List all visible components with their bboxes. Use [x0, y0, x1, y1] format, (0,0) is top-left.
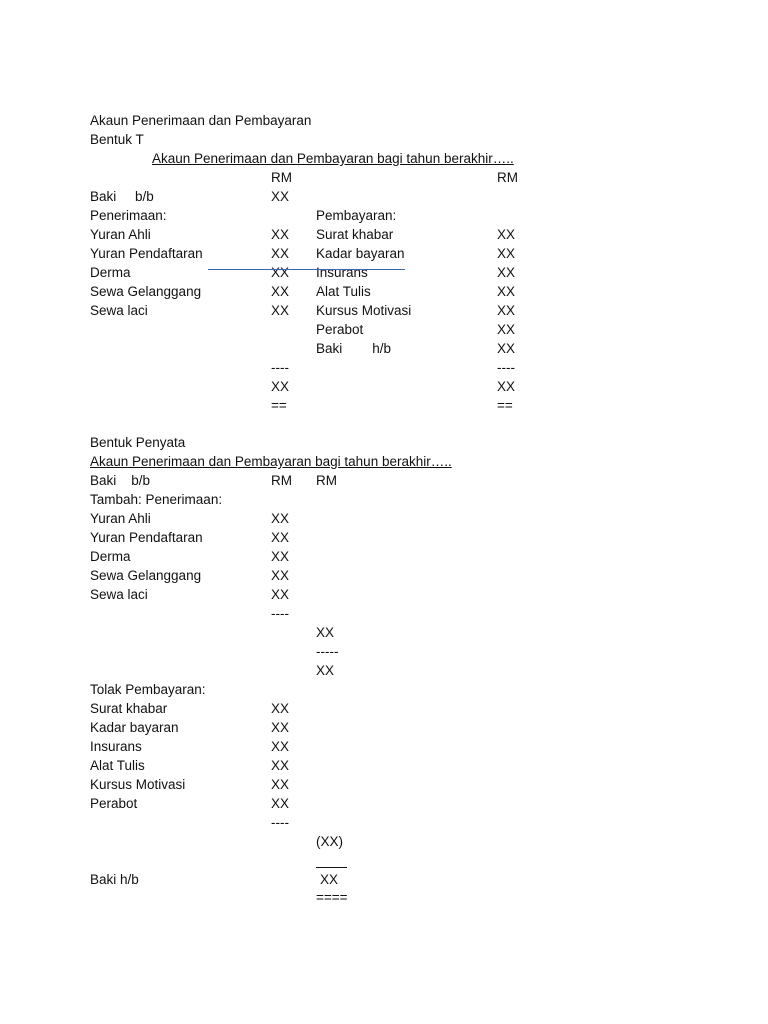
bentuk-penyata-payment-label: Alat Tulis [90, 758, 145, 773]
bentuk-t-left-double: == [271, 398, 287, 413]
bentuk-t-payments-heading: Pembayaran: [316, 208, 397, 223]
bentuk-penyata-receipt-value: XX [271, 587, 290, 602]
bentuk-penyata-receipt-label: Derma [90, 549, 131, 564]
bentuk-t-receipt-label: Derma [90, 265, 131, 280]
bentuk-t-account-title: Akaun Penerimaan dan Pembayaran bagi tahun berakhir….. [152, 151, 514, 166]
bentuk-penyata-receipt-label: Sewa laci [90, 587, 148, 602]
bentuk-penyata-receipt-value: XX [271, 511, 290, 526]
document-title: Akaun Penerimaan dan Pembayaran [90, 113, 312, 128]
bentuk-penyata-payment-label: Kadar bayaran [90, 720, 179, 735]
bentuk-t-receipt-value: XX [271, 246, 290, 261]
bentuk-penyata-payment-label: Surat khabar [90, 701, 168, 716]
bentuk-t-payment-label: Kadar bayaran [316, 246, 405, 261]
bentuk-penyata-tambah-heading: Tambah: Penerimaan: [90, 492, 223, 507]
bentuk-penyata-sum-value: XX [316, 663, 335, 678]
bentuk-penyata-receipt-value: XX [271, 568, 290, 583]
bentuk-t-payment-value: XX [497, 227, 516, 242]
bentuk-t-payment-label: Alat Tulis [316, 284, 371, 299]
bentuk-t-payment-label: Perabot [316, 322, 364, 337]
bentuk-t-receipt-value: XX [271, 265, 290, 280]
blue-strike-line [208, 269, 405, 270]
bentuk-penyata-payment-label: Insurans [90, 739, 142, 754]
bentuk-t-right-double: == [497, 398, 513, 413]
bentuk-t-baki-bb-label: Baki b/b [90, 189, 154, 204]
bentuk-penyata-payment-value: XX [271, 758, 290, 773]
bentuk-penyata-rm-1: RM [271, 473, 292, 488]
bentuk-penyata-rm-2: RM [316, 473, 337, 488]
bentuk-t-receipts-heading: Penerimaan: [90, 208, 167, 223]
bentuk-penyata-receipt-value: XX [271, 530, 290, 545]
bentuk-penyata-payment-value: XX [271, 701, 290, 716]
bentuk-t-receipt-label: Sewa Gelanggang [90, 284, 202, 299]
bentuk-penyata-payment-value: XX [271, 720, 290, 735]
bentuk-t-receipt-value: XX [271, 303, 290, 318]
bentuk-penyata-payments-dashes: ---- [271, 815, 289, 830]
bentuk-penyata-receipt-label: Yuran Ahli [90, 511, 151, 526]
bentuk-penyata-payment-value: XX [271, 777, 290, 792]
bentuk-t-right-dashes: ---- [497, 360, 515, 375]
bentuk-penyata-baki-hb-value: XX [320, 872, 339, 887]
bentuk-penyata-payment-value: XX [271, 796, 290, 811]
bentuk-penyata-receipt-value: XX [271, 549, 290, 564]
bentuk-penyata-payment-label: Kursus Motivasi [90, 777, 186, 792]
bentuk-penyata-baki-bb-label: Baki b/b [90, 473, 151, 488]
bentuk-t-receipt-value: XX [271, 284, 290, 299]
bentuk-t-payment-label: Insurans [316, 265, 368, 280]
bentuk-penyata-receipts-subtotal: XX [316, 625, 335, 640]
bentuk-penyata-account-title: Akaun Penerimaan dan Pembayaran bagi tahun berakhir….. [90, 454, 452, 469]
bentuk-t-payment-label: Surat khabar [316, 227, 394, 242]
bentuk-penyata-baki-hb-label: Baki h/b [90, 872, 139, 887]
subtotal-underline [316, 867, 347, 868]
bentuk-t-receipt-value: XX [271, 227, 290, 242]
bentuk-penyata-payment-value: XX [271, 739, 290, 754]
bentuk-penyata-tolak-heading: Tolak Pembayaran: [90, 682, 206, 697]
bentuk-penyata-receipt-label: Sewa Gelanggang [90, 568, 202, 583]
bentuk-penyata-subtotal-dashes: ----- [316, 644, 339, 659]
bentuk-t-heading: Bentuk T [90, 132, 144, 147]
bentuk-t-payment-value: XX [497, 284, 516, 299]
bentuk-t-payment-value: XX [497, 246, 516, 261]
bentuk-t-left-total: XX [271, 379, 290, 394]
bentuk-t-receipt-label: Yuran Ahli [90, 227, 151, 242]
bentuk-t-payment-label: Baki h/b [316, 341, 392, 356]
bentuk-t-payment-value: XX [497, 322, 516, 337]
bentuk-penyata-receipts-dashes: ---- [271, 606, 289, 621]
bentuk-t-rm-right: RM [497, 170, 518, 185]
bentuk-penyata-final-double: ==== [316, 890, 348, 905]
bentuk-t-payment-value: XX [497, 341, 516, 356]
bentuk-t-right-total: XX [497, 379, 516, 394]
bentuk-t-payment-value: XX [497, 303, 516, 318]
bentuk-t-payment-value: XX [497, 265, 516, 280]
bentuk-t-payment-label: Kursus Motivasi [316, 303, 412, 318]
bentuk-penyata-receipt-label: Yuran Pendaftaran [90, 530, 203, 545]
bentuk-t-receipt-label: Yuran Pendaftaran [90, 246, 203, 261]
bentuk-t-receipt-label: Sewa laci [90, 303, 148, 318]
bentuk-t-rm-left: RM [271, 170, 292, 185]
bentuk-penyata-payments-total: (XX) [316, 834, 343, 849]
bentuk-t-baki-bb-value: XX [271, 189, 290, 204]
bentuk-penyata-heading: Bentuk Penyata [90, 435, 186, 450]
bentuk-penyata-payment-label: Perabot [90, 796, 138, 811]
bentuk-t-left-dashes: ---- [271, 360, 289, 375]
